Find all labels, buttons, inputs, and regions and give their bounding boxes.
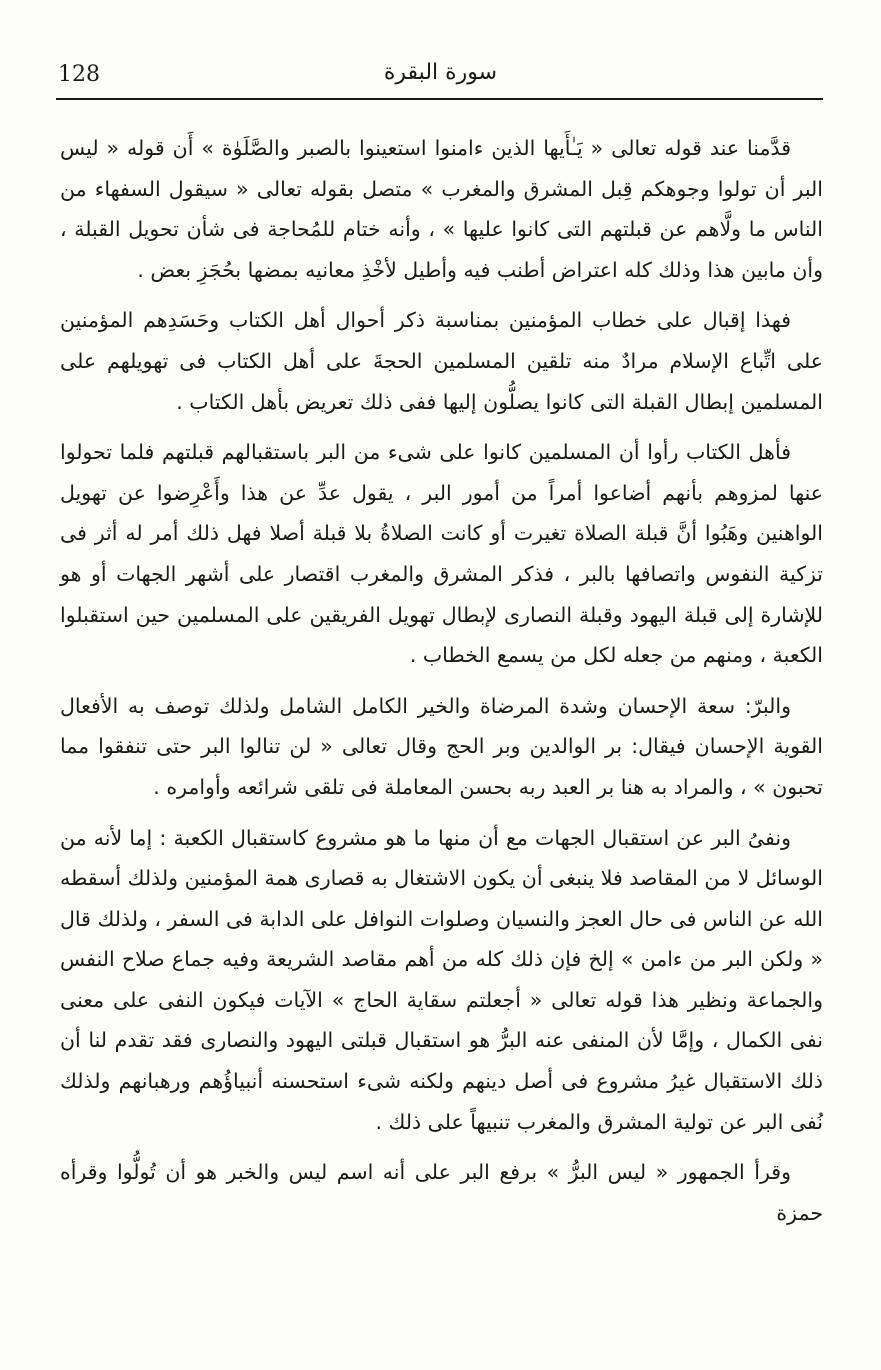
paragraph: والبرّ: سعة الإحسان وشدة المرضاة والخير الكامل الشامل ولذلك توصف به الأفعال القوية الإحسان فيقال: بر الوالدين وبر الحج وقال تعالى « لن تنالوا البر حتى تنفقوا مما تحبون » ، والمراد به هنا بر العبد ربه بحسن المعاملة فى تلقى شرائعه وأوامره . xyxy=(60,693,823,799)
paragraph: فأهل الكتاب رأوا أن المسلمين كانوا على شىء من البر باستقبالهم قبلتهم فلما تحولوا عنها لمزوهم بأنهم أضاعوا أمراً من أمور البر ، يقول عدِّ عن هذا وأَعْرِضوا عن تهويل الواهنين وهَبُوا أنَّ قبلة الصلاة تغيرت أو كانت الصلاةُ بلا قبلة أصلا فهل ذلك أمر له أثر فى تزكية النفوس واتصافها بالبر ، فذكر المشرق والمغرب اقتصار على أشهر الجهات أو هو للإشارة إلى قبلة اليهود وقبلة النصارى لإبطال تهويل الفريقين على المسلمين حين استقبلوا الكعبة ، ومنهم من جعله لكل من يسمع الخطاب . xyxy=(60,440,823,668)
paragraph: ونفىُ البر عن استقبال الجهات مع أن منها ما هو مشروع كاستقبال الكعبة : إما لأنه من الوسائل لا من المقاصد فلا ينبغى أن يكون الاشتغال به قصارى همة المؤمنين ولذلك أسقطه الله عن الناس فى حال العجز والنسيان وصلوات النوافل على الدابة فى السفر ، ولذلك قال « ولكن البر من ءامن » إلخ فإن ذلك كله من أهم مقاصد الشريعة وفيه جماع صلاح النفس والجماعة ونظير هذا قوله تعالى « أجعلتم سقاية الحاج » الآيات فيكون النفى على معنى نفى الكمال ، وإمَّا لأن المنفى عنه البرُّ هو استقبال قبلتى اليهود والنصارى فقد تقدم لنا أن ذلك الاستقبال غيرُ مشروع فى أصل دينهم ولكنه شىء استحسنه أنبياؤُهم ورهبانهم ولذلك نُفى البر عن تولية المشرق والمغرب تنبيهاً على ذلك . xyxy=(60,825,823,1134)
page-number: 128 xyxy=(58,62,100,87)
paragraph: وقرأ الجمهور « ليس البرُّ » برفع البر على أنه اسم ليس والخبر هو أن تُولُّوا وقرأه حمزة xyxy=(60,1160,823,1225)
body-text xyxy=(60,128,823,1243)
paragraph: فهذا إقبال على خطاب المؤمنين بمناسبة ذكر أحوال أهل الكتاب وحَسَدِهم المؤمنين على اتِّباع الإسلام مرادٌ منه تلقين المسلمين الحجةَ على أهل الكتاب فى تهويلهم على المسلمين إبطال القبلة التى كانوا يصلُّون إليها ففى ذلك تعريض بأهل الكتاب . xyxy=(60,308,823,414)
surah-title: سورة البقرة xyxy=(383,60,498,85)
paragraph: قدَّمنا عند قوله تعالى « يَـٰأَيها الذين ءامنوا استعينوا بالصبر والصَّلَوٰة » أَن قوله « ليس البر أن تولوا وجوهكم قِبل المشرق والمغرب » متصل بقوله تعالى « سيقول السفهاء من الناس ما ولَّاهم عن قبلتهم التى كانوا عليها » ، وأنه ختام للمُحاجة فى شأن تحويل القبلة ، وأن مابين هذا وذلك كله اعتراض أطنب فيه وأطيل لأخْذِ معانيه بمضها بحُجَزِ بعض . xyxy=(60,136,823,282)
header-divider xyxy=(56,98,823,100)
page-header xyxy=(58,58,823,98)
